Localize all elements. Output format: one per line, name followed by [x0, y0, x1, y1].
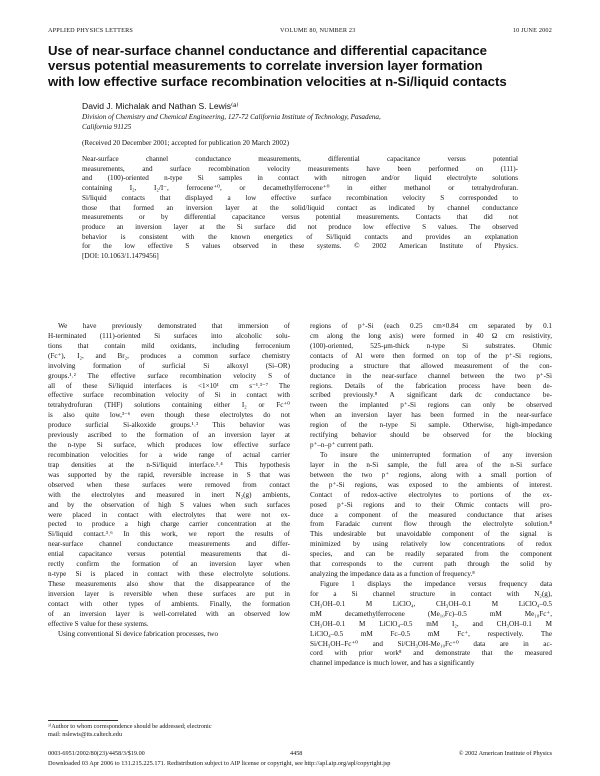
- text-line: p⁺–n–p⁺ current path.: [310, 441, 374, 450]
- text-line: effective S value for these systems.: [48, 619, 149, 628]
- text-line: was supported by the rapid, reversible increase in S that was: [48, 470, 290, 479]
- body-column-right: [310, 322, 552, 669]
- affiliation-line: California 91125: [82, 122, 132, 131]
- text-line: cord with prior work⁸ and demonstrate that the measured: [310, 649, 552, 658]
- text-line: and by the observation of high S values when such surfaces: [48, 500, 290, 509]
- text-line: To insure the uninterrupted formation of any inversion: [320, 450, 552, 459]
- doi: [DOI: 10.1063/1.1479456]: [82, 252, 159, 261]
- text-line: species, and can be readily separated from the component: [310, 550, 552, 559]
- abstract-line: those that formed an inversion layer at the solid/liquid contact as indicated by channel conductance: [82, 203, 518, 212]
- abstract-line: Si/liquid contacts that displayed a low effective surface recombination velocity S corresponded to: [82, 193, 518, 202]
- abstract-line: and (100)-oriented n-type Si samples in contact with nitrogen and/or liquid electrolyte solutions: [82, 174, 518, 183]
- text-line: ductance in the near-surface channel between the two p⁺-Si: [310, 371, 552, 380]
- abstract-line: measurements, and surface recombination velocity measurements have been performed on (111)-: [82, 164, 518, 173]
- text-line: the p⁺-Si regions, was exposed to the ambients of interest.: [310, 480, 552, 489]
- text-line: pected to produce a high charge carrier concentration at the: [48, 520, 290, 529]
- issue-date: 10 JUNE 2002: [512, 27, 552, 34]
- abstract-line: Near-surface channel conductance measurements, differential capacitance versus potential: [82, 155, 518, 163]
- text-line: involving formation of surficial Si alkoxyl (Si–OR): [48, 361, 290, 370]
- text-line: when an inversion layer has been formed in the near-surface: [310, 411, 552, 420]
- title-line: with low effective surface recombination velocities at n-Si/liquid contacts: [48, 73, 507, 89]
- text-line: (100)-oriented, 525-μm-thick n-type Si substrates. Ohmic: [310, 341, 552, 350]
- text-line: recombination velocities for a wide range of actual carrier: [48, 450, 290, 459]
- abstract-line: behavior is consistent with the known energetics of Si/liquid contacts and provides an explanation: [82, 232, 518, 241]
- article-title: [48, 43, 558, 89]
- text-line: of an inversion layer is well-correlated with an observed low: [48, 609, 290, 618]
- text-line: cm along the long axis) were formed in 40 Ω cm resistivity,: [310, 331, 552, 340]
- text-line: groups.¹˒² The effective surface recombination velocity S of: [48, 371, 290, 380]
- text-line: between the two p⁺ regions, along with a small portion of: [310, 470, 552, 479]
- text-line: rectly confirm the formation of an inversion layer when: [48, 560, 290, 569]
- text-line: CH₃OH–0.1 M LiClO₄, CH₃OH–0.1 M LiClO₄–0.5: [310, 599, 552, 608]
- download-notice: Downloaded 03 Apr 2006 to 131.215.225.171. Redistribution subject to AIP license or copyright, see http://apl.aip.org/apl/copyright.jsp: [48, 760, 391, 767]
- text-line: tween the implanted p⁺-Si regions can only be observed: [310, 401, 552, 410]
- text-line: scribed previously.⁸ A significant dark dc conductance be-: [310, 391, 552, 400]
- text-line: H-terminated (111)-oriented Si surfaces into alcoholic solu-: [48, 331, 290, 340]
- text-line: This undesirable but unavoidable component of the signal is: [310, 530, 552, 539]
- text-line: Si/CH₃OH–Fc⁺⁰ and Si/CH₃OH-Me₁₀Fc⁺⁰ data are in ac-: [310, 639, 552, 648]
- footnote-line: ᵃ⁾Author to whom correspondence should be addressed; electronic: [48, 723, 212, 730]
- authors: David J. Michalak and Nathan S. Lewis⁽ᵃ⁾: [82, 101, 239, 111]
- text-line: from Faradaic current flow through the electrolyte solution.⁸: [310, 520, 552, 529]
- text-line: inversion layer is reversible when these surfaces are put in: [48, 589, 290, 598]
- abstract-line: measurements or by differential capacitance versus potential measurements. Contacts that did not: [82, 213, 518, 222]
- journal-name: APPLIED PHYSICS LETTERS: [48, 27, 134, 34]
- affiliation-line: Division of Chemistry and Chemical Engineering, 127-72 California Institute of Technology, Pasadena,: [82, 113, 381, 121]
- text-line: n-type Si is placed in contact with these electrolyte solutions.: [48, 570, 290, 579]
- text-line: These measurements also show that the disappearance of the: [48, 579, 290, 588]
- text-line: producing a structure that allowed measurement of the con-: [310, 361, 552, 370]
- footnote-rule: [48, 720, 118, 721]
- text-line: that corresponds to the current path through the solid by: [310, 560, 552, 569]
- footnote-line: mail: nslewis@its.caltech.edu: [48, 731, 122, 739]
- text-line: Si/liquid contact.³˒⁶ In this work, we report the results of: [48, 530, 290, 539]
- issn-code: 0003-6951/2002/80(23)/4458/3/$19.00: [48, 750, 145, 757]
- abstract: [82, 155, 518, 262]
- text-line: contacts of Al were then formed on top of the p⁺-Si regions,: [310, 351, 552, 360]
- text-line: region of the n-type Si sample. Otherwise, high-impedance: [310, 421, 552, 430]
- copyright: © 2002 American Institute of Physics: [458, 750, 552, 757]
- text-line: with the electrolytes and measured in inert N₂(g) ambients,: [48, 490, 290, 499]
- text-line: layer in the n-Si sample, the full area of the n-Si surface: [310, 460, 552, 469]
- text-line: channel impedance is much lower, and has a significantly: [310, 659, 475, 668]
- text-line: tetrahydrofuran (THF) solutions containing either I₂ or Fc⁺⁰: [48, 401, 290, 410]
- text-line: ential capacitance versus potential measurements that di-: [48, 550, 290, 559]
- text-line: posed p⁺-Si regions and to their Ohmic contacts will pro-: [310, 500, 552, 509]
- abstract-line: containing I₂, I₂/I⁻, ferrocene⁺⁰, or decamethylferrocene⁺⁰ in either methanol or tetrahydrofuran.: [82, 184, 518, 193]
- text-line: Using conventional Si device fabrication processes, two: [58, 629, 219, 638]
- text-line: (Fc⁺), I₂, and Br₂, produces a common surface chemistry: [48, 351, 290, 360]
- text-line: the n-type Si surface, which produces low effective surface: [48, 441, 290, 450]
- text-line: effective surface recombination velocity of Si in contact with: [48, 391, 290, 400]
- running-header: [48, 27, 552, 37]
- text-line: is also quite low,³⁻⁶ even though these electrolytes do not: [48, 411, 290, 420]
- text-line: previously ascribed to the formation of an inversion layer at: [48, 431, 290, 440]
- text-line: Contact of redox-active electrolytes to portions of the ex-: [310, 490, 552, 499]
- volume-number: VOLUME 80, NUMBER 23: [280, 27, 356, 34]
- page-number: 4458: [290, 750, 303, 757]
- received-dates: (Received 20 December 2001; accepted for publication 20 March 2002): [82, 139, 289, 147]
- page-footer: [48, 750, 552, 760]
- text-line: regions. Details of the fabrication process have been de-: [310, 381, 552, 390]
- text-line: produce surficial Si-alkoxide groups.¹˒² This behavior was: [48, 421, 290, 430]
- text-line: analyzing the impedance data as a function of frequency.⁸: [310, 570, 475, 579]
- text-line: contact with other types of ambients. Finally, the formation: [48, 599, 290, 608]
- text-line: duce a component of the measured conductance that arises: [310, 510, 552, 519]
- text-line: mM decamethylferrocene (Me₁₀Fc)–0.5 mM Me₁₀Fc⁺,: [310, 609, 552, 618]
- text-line: minimized by using relatively low concentrations of redox: [310, 540, 552, 549]
- text-line: We have previously demonstrated that immersion of: [58, 322, 290, 330]
- text-line: rectifying behavior should be observed for the blocking: [310, 431, 552, 440]
- body-column-left: [48, 322, 290, 640]
- text-line: for a Si channel structure in contact with N₂(g),: [310, 589, 552, 598]
- text-line: Figure 1 displays the impedance versus frequency data: [320, 579, 552, 588]
- title-line: Use of near-surface channel conductance and differential capacitance: [48, 43, 487, 58]
- text-line: regions of p⁺-Si (each 0.25 cm×0.84 cm separated by 0.1: [310, 322, 552, 330]
- text-line: LiClO₄–0.5 mM Fc–0.5 mM Fc⁺, respectively. The: [310, 629, 552, 638]
- text-line: near-surface channel conductance measurements and differ-: [48, 540, 290, 549]
- text-line: trap densities at the n-Si/liquid interface.³˒⁴ This hypothesis: [48, 460, 290, 469]
- title-line: versus potential measurements to correlate inversion layer formation: [48, 58, 483, 74]
- text-line: all of these Si/liquid interfaces is <1×10¹ cm s⁻¹.³⁻⁷ The: [48, 381, 290, 390]
- abstract-line: for the low effective S values observed in these systems. © 2002 American Institute of Physics.: [82, 242, 518, 251]
- text-line: CH₃OH–0.1 M LiClO₄–0.5 mM I₂, and CH₃OH–0.1 M: [310, 619, 552, 628]
- text-line: tions that contain mild oxidants, including ferrocenium: [48, 341, 290, 350]
- affiliation: [82, 113, 552, 132]
- text-line: were placed in contact with electrolytes that were not ex-: [48, 510, 290, 519]
- footnote: [48, 723, 290, 739]
- text-line: observed when these surfaces were removed from contact: [48, 480, 290, 489]
- abstract-line: produce an inversion layer at the Si surface did not produce low effective S values. The observed: [82, 223, 518, 232]
